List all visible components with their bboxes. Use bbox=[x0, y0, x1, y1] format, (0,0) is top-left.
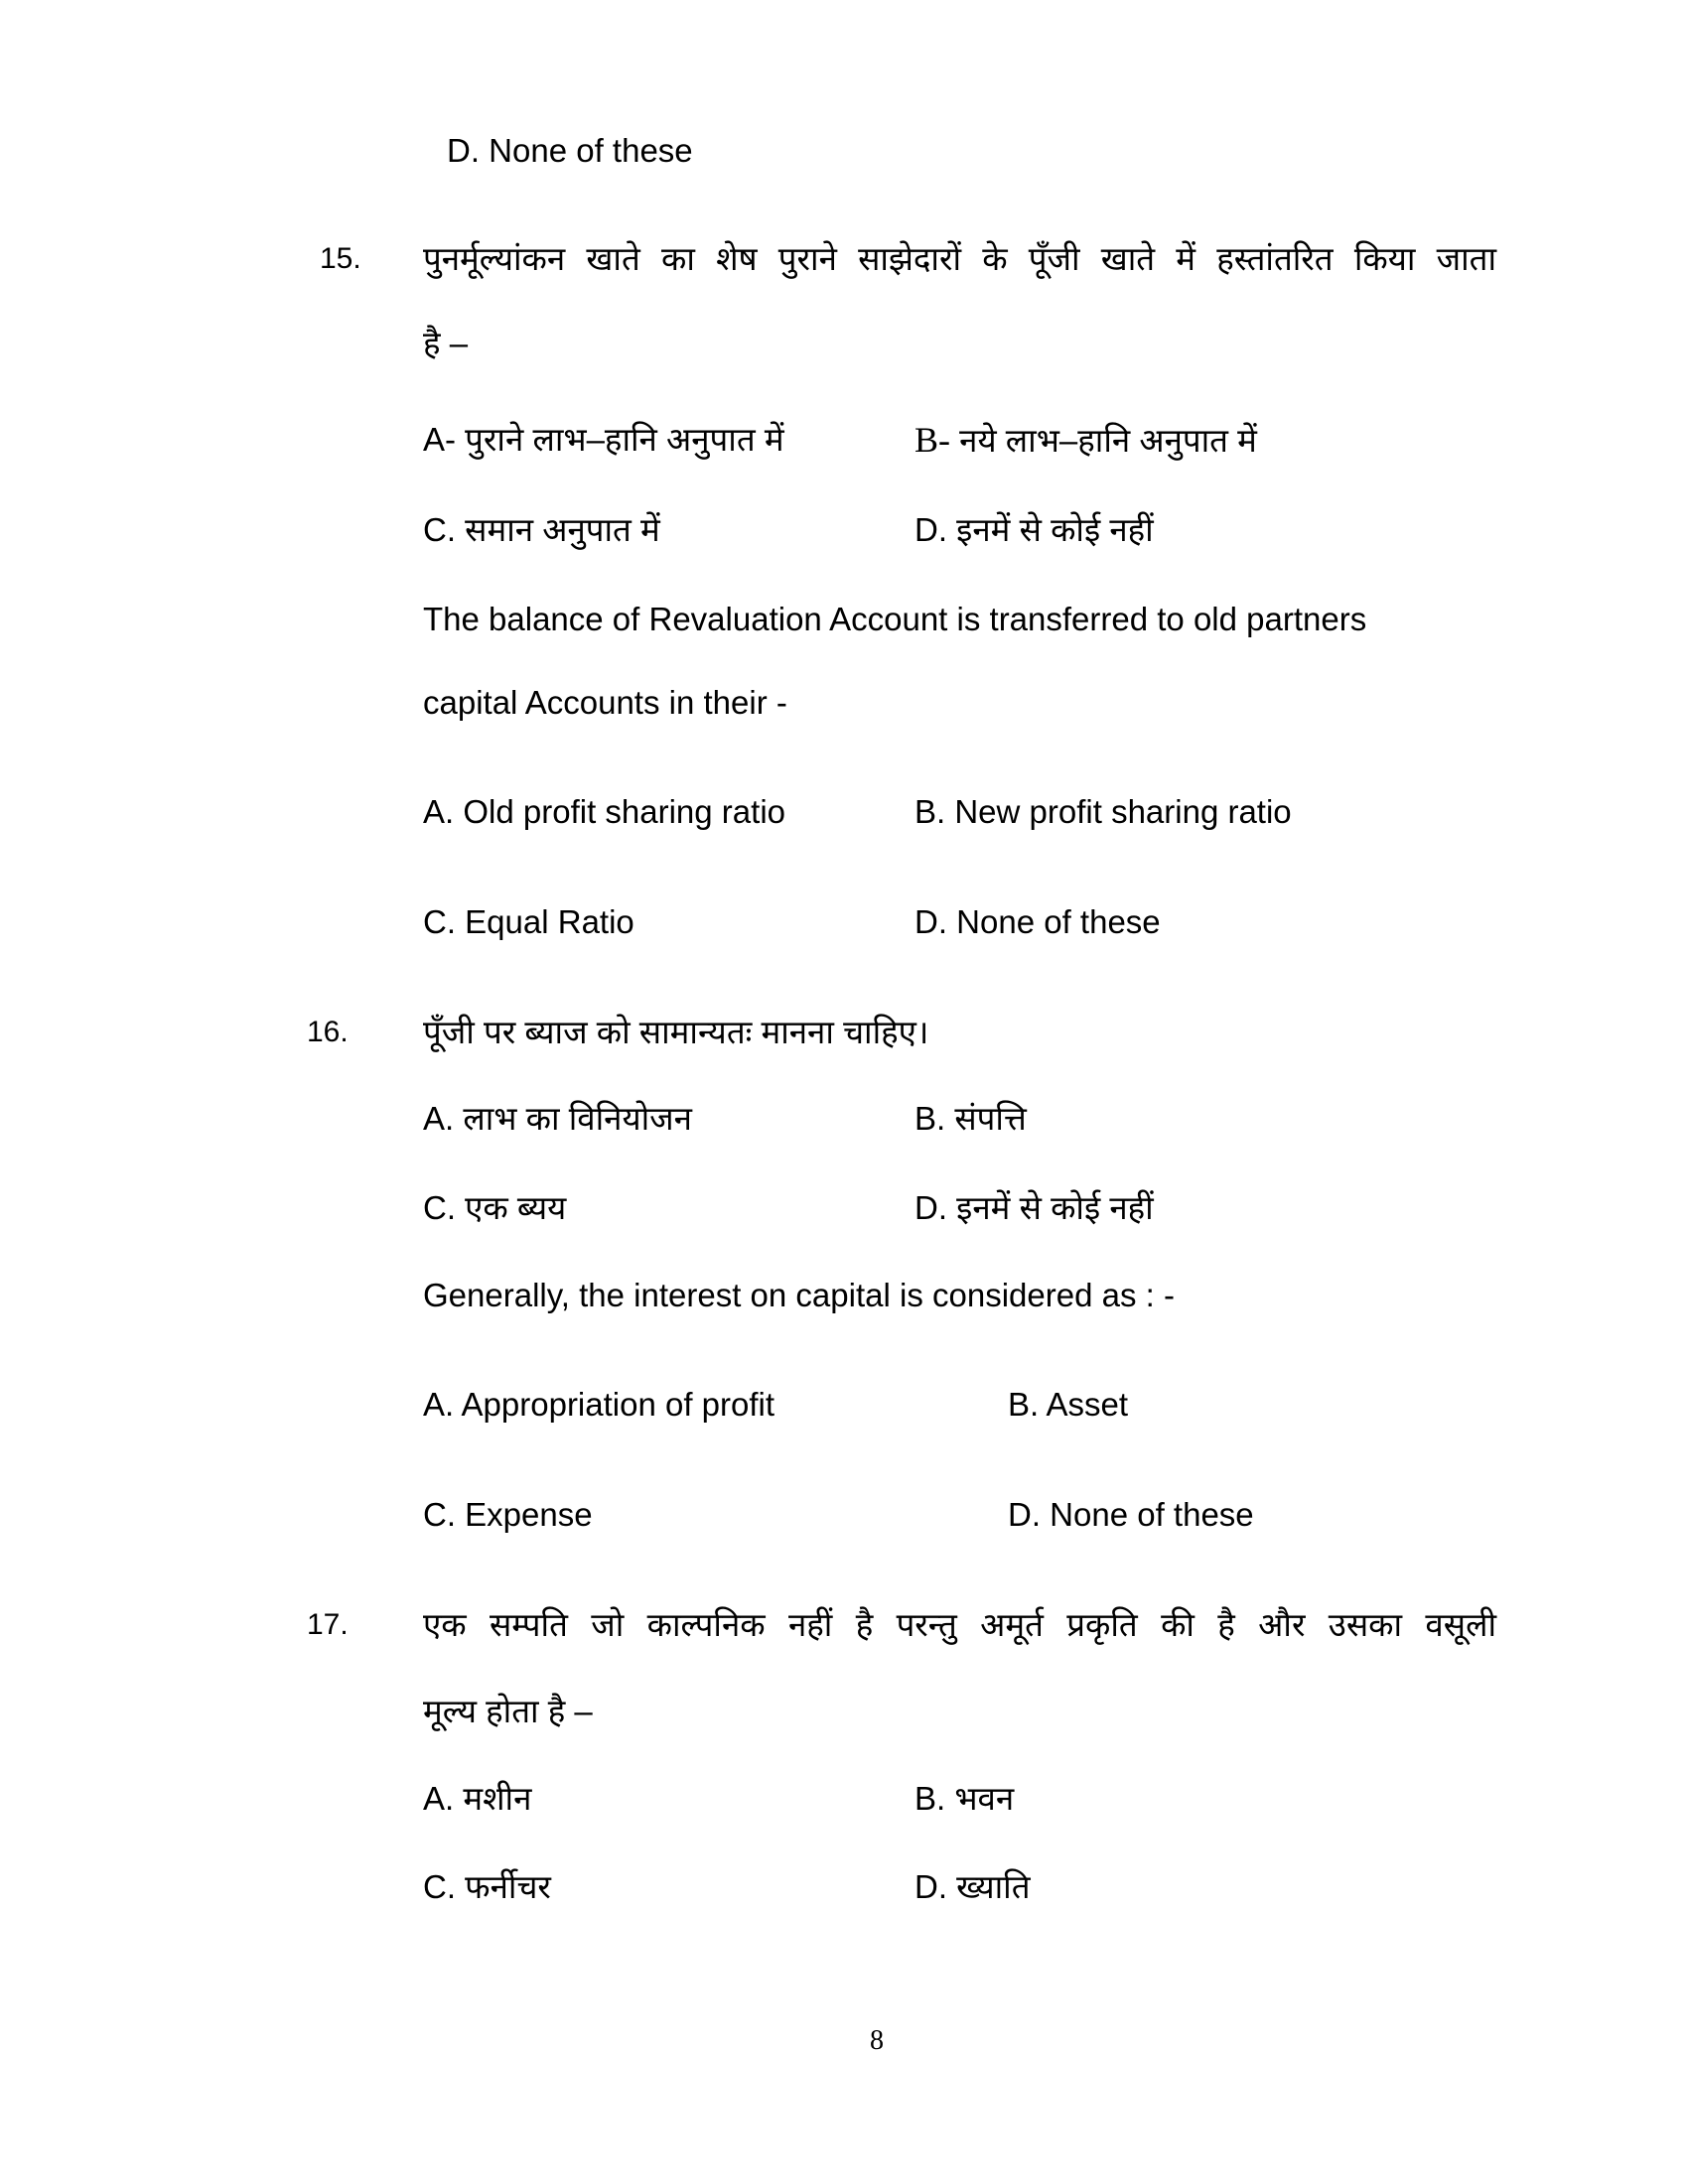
option-d-english: D. None of these bbox=[1008, 1496, 1254, 1533]
option-text: नये लाभ–हानि अनुपात में bbox=[959, 422, 1257, 459]
option-b-hindi: B. भवन bbox=[914, 1780, 1015, 1817]
prev-question-option-d: D. None of these bbox=[447, 132, 693, 169]
question-text-hindi-cont: मूल्य होता है – bbox=[423, 1693, 593, 1729]
question-text-hindi: एक सम्पति जो काल्पनिक नहीं है परन्तु अमूर्त प्रकृति की है और उसका वसूली bbox=[423, 1606, 1496, 1643]
option-label: A- bbox=[423, 421, 456, 458]
question-text-english-cont: capital Accounts in their - bbox=[423, 684, 787, 721]
option-a-english: A. Old profit sharing ratio bbox=[423, 793, 785, 830]
option-b-english: B. Asset bbox=[1008, 1386, 1129, 1423]
option-c-hindi: C. फर्नीचर bbox=[423, 1868, 551, 1905]
option-c-english: C. Expense bbox=[423, 1496, 593, 1533]
option-text: पुराने लाभ–हानि अनुपात में bbox=[465, 421, 784, 458]
question-text-english: The balance of Revaluation Account is transferred to old partners bbox=[423, 601, 1367, 637]
option-d-hindi: D. इनमें से कोई नहीं bbox=[914, 1189, 1154, 1226]
option-b-hindi bbox=[914, 420, 1257, 461]
question-number: 16. bbox=[307, 1016, 349, 1048]
option-b-english: B. New profit sharing ratio bbox=[914, 793, 1292, 830]
option-label: B- bbox=[914, 420, 950, 460]
question-text-hindi: पुनर्मूल्यांकन खाते का शेष पुराने साझेदारों के पूँजी खाते में हस्तांतरित किया जाता bbox=[423, 240, 1496, 277]
option-a-hindi: A. लाभ का विनियोजन bbox=[423, 1100, 692, 1137]
option-b-hindi: B. संपत्ति bbox=[914, 1100, 1027, 1137]
option-a-hindi: A. मशीन bbox=[423, 1780, 532, 1817]
question-text-hindi-cont: है – bbox=[423, 325, 469, 361]
question-text-english: Generally, the interest on capital is considered as : - bbox=[423, 1277, 1175, 1313]
option-d-english: D. None of these bbox=[914, 903, 1161, 940]
option-a-english: A. Appropriation of profit bbox=[423, 1386, 775, 1423]
page-number: 8 bbox=[870, 2025, 884, 2056]
option-c-english: C. Equal Ratio bbox=[423, 903, 634, 940]
option-d-hindi: D. ख्याति bbox=[914, 1868, 1031, 1905]
question-text-hindi: पूँजी पर ब्याज को सामान्यतः मानना चाहिए। bbox=[423, 1014, 929, 1050]
question-number: 15. bbox=[320, 242, 361, 275]
option-d-hindi: D. इनमें से कोई नहीं bbox=[914, 511, 1154, 548]
option-c-hindi: C. समान अनुपात में bbox=[423, 511, 660, 548]
question-number: 17. bbox=[307, 1608, 349, 1641]
option-c-hindi: C. एक ब्यय bbox=[423, 1189, 567, 1226]
option-a-hindi bbox=[423, 420, 784, 460]
